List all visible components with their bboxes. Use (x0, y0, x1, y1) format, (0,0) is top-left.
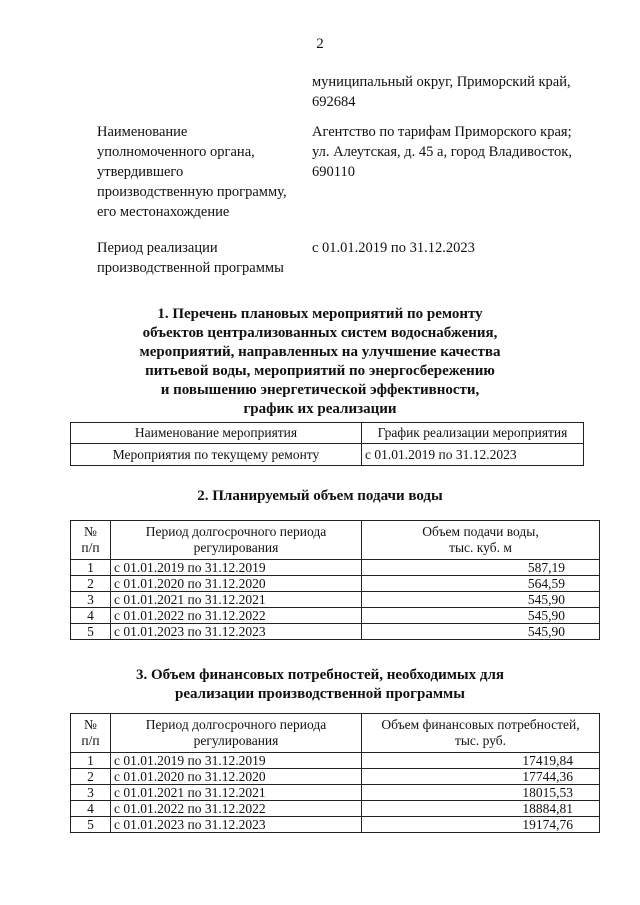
table-header-row (71, 521, 600, 560)
header-line: тыс. куб. м (449, 540, 512, 555)
cell-number: 2 (71, 576, 111, 592)
heading-line: мероприятий, направленных на улучшение качества (139, 344, 501, 360)
cell-number: 1 (71, 560, 111, 576)
section2-title: 2. Планируемый объем подачи воды (197, 488, 443, 504)
cell-value: 545,90 (362, 624, 600, 640)
text-line: ул. Алеутская, д. 45 а, город Владивосток, (312, 144, 572, 160)
cell-period: с 01.01.2023 по 31.12.2023 (111, 624, 362, 640)
table-row (71, 753, 600, 769)
table-row (71, 769, 600, 785)
heading-line: и повышению энергетической эффективности, (160, 382, 480, 398)
cell-number: 5 (71, 624, 111, 640)
header-cell (111, 521, 362, 560)
text-line: 690110 (312, 164, 355, 180)
period-label (97, 238, 307, 278)
section3-title (0, 666, 640, 704)
text-line: Наименование (97, 124, 188, 140)
cell-period: с 01.01.2023 по 31.12.2023 (111, 817, 362, 833)
text-line: муниципальный округ, Приморский край, (312, 74, 571, 90)
header-line: регулирования (193, 540, 279, 555)
table-row (71, 560, 600, 576)
header-cell: Наименование мероприятия (71, 423, 362, 444)
header-line: Объем подачи воды, (422, 524, 539, 539)
cell-value: 564,59 (362, 576, 600, 592)
header-cell (362, 521, 600, 560)
table-row (71, 801, 600, 817)
table-row (71, 576, 600, 592)
table-row (71, 608, 600, 624)
text-line: уполномоченного органа, (97, 144, 255, 160)
cell-period: с 01.01.2020 по 31.12.2020 (111, 769, 362, 785)
cell: с 01.01.2019 по 31.12.2023 (362, 444, 584, 466)
header-line: Объем финансовых потребностей, (381, 717, 580, 732)
cell-value: 18015,53 (362, 785, 600, 801)
cell-number: 4 (71, 801, 111, 817)
cell-number: 5 (71, 817, 111, 833)
cell-period: с 01.01.2022 по 31.12.2022 (111, 608, 362, 624)
table-header-row (71, 714, 600, 753)
page-number: 2 (316, 36, 324, 52)
table-row (71, 817, 600, 833)
header-line: Период долгосрочного периода (145, 717, 327, 732)
cell-number: 2 (71, 769, 111, 785)
cell-number: 1 (71, 753, 111, 769)
authority-value (312, 122, 612, 182)
text-line: Агентство по тарифам Приморского края; (312, 124, 572, 140)
cell-value: 18884,81 (362, 801, 600, 817)
table-row (71, 444, 584, 466)
header-line: п/п (81, 540, 100, 555)
text-line: 692684 (312, 94, 356, 110)
header-line: регулирования (193, 733, 279, 748)
cell-value: 19174,76 (362, 817, 600, 833)
table-row (71, 592, 600, 608)
heading-line: питьевой воды, мероприятий по энергосбережению (145, 363, 495, 379)
cell: Мероприятия по текущему ремонту (71, 444, 362, 466)
header-cell (362, 714, 600, 753)
cell-period: с 01.01.2020 по 31.12.2020 (111, 576, 362, 592)
cell-number: 3 (71, 785, 111, 801)
heading-line: 1. Перечень плановых мероприятий по ремонту (157, 306, 483, 322)
water-supply-table (70, 520, 600, 640)
heading-line: график их реализации (243, 401, 397, 417)
financial-needs-table (70, 713, 600, 833)
header-line: тыс. руб. (454, 733, 507, 748)
header-cell (71, 521, 111, 560)
cell-value: 545,90 (362, 592, 600, 608)
table-row (71, 624, 600, 640)
header-line: № (84, 524, 97, 539)
header-cell (71, 714, 111, 753)
cell-period: с 01.01.2019 по 31.12.2019 (111, 560, 362, 576)
cell-period: с 01.01.2022 по 31.12.2022 (111, 801, 362, 817)
cell-value: 545,90 (362, 608, 600, 624)
header-cell (111, 714, 362, 753)
header-line: п/п (81, 733, 100, 748)
text-line: его местонахождение (97, 204, 230, 220)
cell-period: с 01.01.2019 по 31.12.2019 (111, 753, 362, 769)
cell-number: 4 (71, 608, 111, 624)
cell-period: с 01.01.2021 по 31.12.2021 (111, 785, 362, 801)
heading-line: 3. Объем финансовых потребностей, необходимых для (135, 667, 505, 683)
address-continuation (312, 72, 612, 112)
table-header-row (71, 423, 584, 444)
header-line: Период долгосрочного периода (145, 524, 327, 539)
text-line: Период реализации (97, 240, 218, 256)
cell-value: 17744,36 (362, 769, 600, 785)
cell-period: с 01.01.2021 по 31.12.2021 (111, 592, 362, 608)
table-row (71, 785, 600, 801)
cell-value: 587,19 (362, 560, 600, 576)
cell-number: 3 (71, 592, 111, 608)
header-line: № (84, 717, 97, 732)
authority-label (97, 122, 307, 222)
events-table (70, 422, 584, 466)
section1-title (0, 305, 640, 419)
heading-line: реализации производственной программы (175, 686, 465, 702)
header-cell: График реализации мероприятия (362, 423, 584, 444)
cell-value: 17419,84 (362, 753, 600, 769)
text-line: утвердившего (97, 164, 184, 180)
heading-line: объектов централизованных систем водоснабжения, (142, 325, 498, 341)
text-line: производственной программы (97, 260, 284, 276)
text-line: производственную программу, (97, 184, 287, 200)
period-value: с 01.01.2019 по 31.12.2023 (312, 240, 475, 256)
